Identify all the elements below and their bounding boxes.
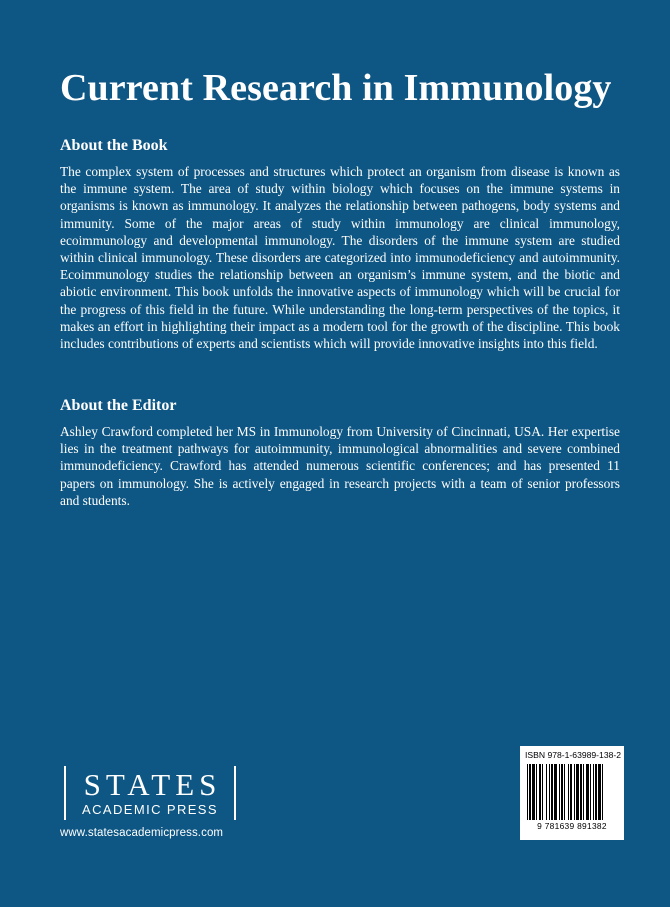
isbn-label: ISBN 978-1-63989-138-2 <box>525 750 622 760</box>
publisher-subtitle: ACADEMIC PRESS <box>82 802 218 817</box>
barcode-bar <box>529 764 531 820</box>
barcode-bar <box>583 764 584 820</box>
barcode-bar <box>576 764 579 820</box>
barcode-bar <box>536 764 537 820</box>
publisher-name: STATES <box>83 767 222 802</box>
publisher-logo <box>60 766 240 820</box>
about-editor-heading: About the Editor <box>60 397 177 414</box>
isbn-barcode <box>520 746 624 840</box>
barcode-bar <box>598 764 601 820</box>
barcode-bar <box>602 764 603 820</box>
barcode-bar <box>559 764 560 820</box>
barcode-bar <box>532 764 535 820</box>
barcode-bar <box>590 764 591 820</box>
barcode-bar <box>527 764 528 820</box>
barcode-bar <box>568 764 569 820</box>
publisher-url: www.statesacademicpress.com <box>60 827 224 839</box>
about-editor-text: Ashley Crawford completed her MS in Immunology from University of Cincinnati, USA. Her expertise lies in the treatment pathways for autoimmunity, immunological abnormalities and severe combined immunodeficiency. Crawford has attended numerous scientific conferences; and has presented 11 papers on immunology. She is actively engaged in research projects with a team of senior professors and students. <box>60 424 620 508</box>
barcode-bar <box>539 764 541 820</box>
publisher-block <box>60 766 250 840</box>
about-book-heading: About the Book <box>60 137 168 154</box>
barcode-digits: 9 781639 891382 <box>537 821 607 831</box>
barcode-bar <box>549 764 550 820</box>
barcode-bar <box>574 764 575 820</box>
barcode-bar <box>542 764 543 820</box>
barcode-bars <box>525 764 619 820</box>
book-title: Current Research in Immunology <box>60 67 612 109</box>
logo-right-bar <box>234 766 236 820</box>
barcode-bar <box>570 764 572 820</box>
barcode-bar <box>595 764 597 820</box>
barcode-bar <box>551 764 553 820</box>
barcode-bar <box>580 764 582 820</box>
barcode-bar <box>561 764 563 820</box>
barcode-bar <box>593 764 594 820</box>
logo-left-bar <box>64 766 66 820</box>
barcode-bar <box>554 764 557 820</box>
barcode-bar <box>586 764 589 820</box>
about-book-text: The complex system of processes and structures which protect an organism from disease is known as the immune system. The area of study within biology which focuses on the immune systems in organisms is known as immunology. It analyzes the relationship between pathogens, body systems and immunity. Some of the major areas of study within immunology are clinical immunology, ecoimmunology and developmental immunology. The disorders of the immune system are studied within clinical immunology. These disorders are categorized into immunodeficiency and autoimmunity. Ecoimmunology studies the relationship between an organism’s immune system, and the biotic and abiotic environment. This book unfolds the innovative aspects of immunology which will be crucial for the progress of this field in the future. While understanding the long-term perspectives of the topics, it makes an effort in highlighting their impact as a modern tool for the growth of the discipline. This book includes contributions of experts and scientists which will provide innovative insights into this field. <box>60 164 620 352</box>
barcode-bar <box>546 764 547 820</box>
barcode-bar <box>564 764 565 820</box>
